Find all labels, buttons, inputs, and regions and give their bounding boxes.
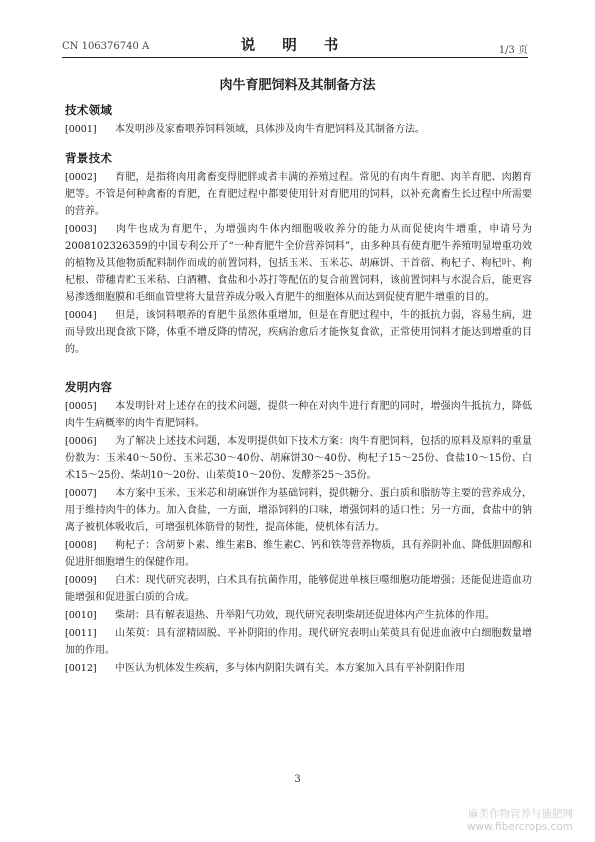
page-number: 3 [294,774,301,785]
paragraph-number: [0004] [65,310,97,321]
document-title: 肉牛育肥饲料及其制备方法 [219,78,376,93]
paragraph-text: 为了解决上述技术问题，本发明提供如下技术方案：肉牛育肥饲料，包括的原料及原料的重量份数为：玉米40～50份、玉米芯30～40份、胡麻饼30～40份、枸杞子15～25份、食盐10～15份、白术15～25份、柴胡10～20份、山茱萸10～20份、发酵茶25～35份。 [65,436,532,481]
section-heading: 背景技术 [65,151,113,165]
paragraph-text: 白术：现代研究表明，白术具有抗菌作用，能够促进单核巨噬细胞功能增强；还能促进造血功能增强和促进蛋白质的合成。 [65,575,532,603]
paragraph-number: [0005] [65,401,97,412]
paragraph [65,485,532,536]
paragraph [65,537,532,571]
paragraph [65,625,532,659]
paragraph-number: [0012] [65,663,97,674]
paragraph-number: [0010] [65,610,97,621]
paragraph-text: 山茱萸：具有涩精固脱、平补阴阳的作用。现代研究表明山茱萸具有促进血液中白细胞数量增加的作用。 [65,628,532,656]
paragraph-number: [0007] [65,488,97,499]
watermark-name: 麻类作物营养与施肥网 [468,808,573,820]
paragraph [65,121,532,138]
paragraph [65,221,532,306]
paragraph [65,433,532,484]
spacer [65,359,532,367]
paragraph [65,307,532,358]
section-heading: 发明内容 [65,380,113,394]
paragraph-text: 柴胡：具有解表退热、升举阳气功效，现代研究表明柴胡还促进体内产生抗体的作用。 [115,610,495,621]
section-heading: 技术领域 [65,103,113,117]
paragraph-text: 本方案中玉米、玉米芯和胡麻饼作为基础饲料，提供糖分、蛋白质和脂肪等主要的营养成分，用于维持肉牛的体力。加入食盐，一方面，增添饲料的口味，增强饲料的适口性；另一方面，食盐中的钠离子被机体吸收后，可增强机体筋骨的韧性，提高体能，使机体有活力。 [65,488,532,533]
paragraph-number: [0008] [65,540,97,551]
watermark-url: www.fibercrops.com [466,821,573,833]
paragraph-number: [0009] [65,575,97,586]
document-body [65,102,532,678]
paragraph-text: 本发明涉及家畜喂养饲料领域，具体涉及肉牛育肥饲料及其制备方法。 [115,124,425,135]
paragraph-number: [0011] [65,628,97,639]
paragraph-text: 中医认为机体发生疾病，多与体内阴阳失调有关。本方案加入具有平补阴阳作用 [115,663,465,674]
paragraph [65,398,532,432]
paragraph [65,169,532,220]
paragraph-text: 枸杞子：含胡萝卜素、维生素B、维生素C、钙和铁等营养物质，具有养阴补血、降低胆固醇和促进肝细胞增生的保健作用。 [65,540,532,568]
paragraph-text: 但是，该饲料喂养的育肥牛虽然体重增加，但是在育肥过程中，牛的抵抗力弱，容易生病，进而导致出现食欲下降，体重不增反降的情况，疾病治愈后才能恢复食欲，正常使用饲料才能达到增重的目的。 [65,310,532,355]
paragraph-number: [0003] [65,224,97,235]
paragraph-number: [0001] [65,124,97,135]
paragraph-text: 本发明针对上述存在的技术问题，提供一种在对肉牛进行育肥的同时，增强肉牛抵抗力，降低肉牛生病概率的肉牛育肥饲料。 [65,401,532,429]
paragraph-number: [0006] [65,436,97,447]
site-watermark [467,808,573,834]
page-header [62,32,528,54]
document-type: 说 明 书 [240,37,350,54]
page-info: 1/3 页 [498,45,528,56]
header-divider [62,57,528,58]
patent-number: CN 106376740 A [62,41,150,52]
paragraph-text: 肉牛也成为育肥牛，为增强肉牛体内细胞吸收养分的能力从而促使肉牛增重，申请号为2008102326359的中国专利公开了“一种育肥牛全价营养饲料”，由多种具有使育肥牛养殖明显增重功效的植物及其他物质配料制作而成的前置饲料，包括玉米、玉米芯、胡麻饼、干首蓿、枸杞子、枸杞叶、枸杞根、带穗青贮玉米秸、白酒糟、食盐和小苏打等配伍的复合前置饲料，该前置饲料与水混合后，能更容易渗透细胞膜和毛细血管壁将大量营养成分吸入育肥牛的细胞体从而达到促使育肥牛增重的目的。 [65,224,532,303]
paragraph-text: 育肥，是指将肉用禽畜变得肥胖或者丰满的养殖过程。常见的有肉牛育肥、肉羊育肥、肉鹅育肥等。不管是何种禽畜的育肥，在育肥过程中都要使用针对育肥用的饲料，以补充禽畜生长过程中所需要的营养。 [65,172,532,217]
paragraph [65,660,532,677]
paragraph-number: [0002] [65,172,97,183]
paragraph [65,572,532,606]
paragraph [65,607,532,624]
